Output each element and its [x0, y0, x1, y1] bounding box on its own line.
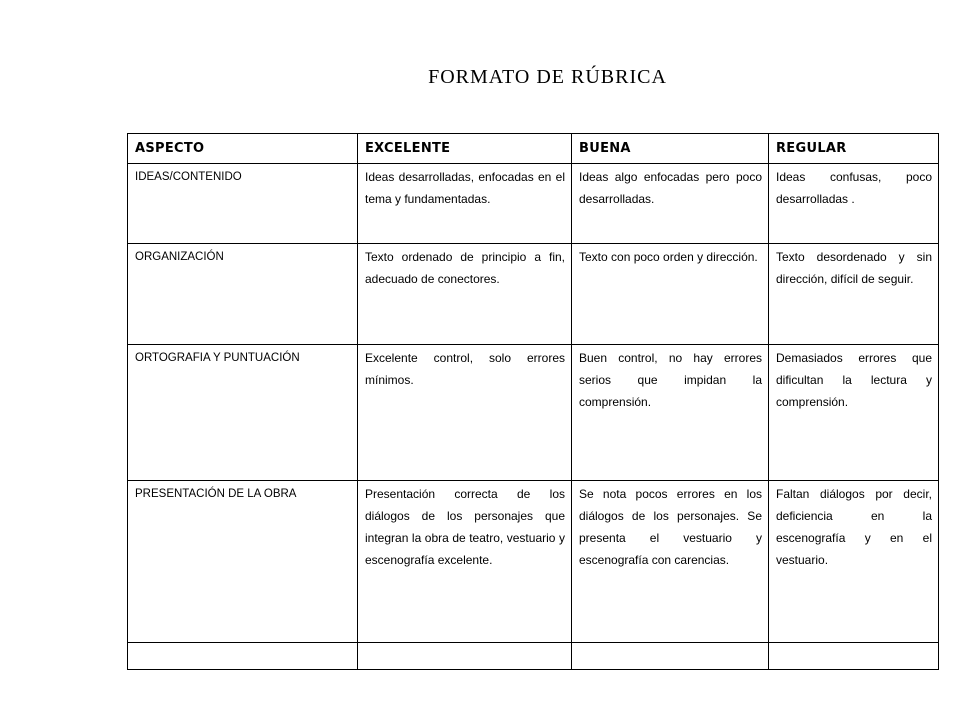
header-aspecto: ASPECTO [128, 134, 358, 164]
regular-cell: Texto desordenado y sin dirección, difícil de seguir. [769, 244, 939, 345]
regular-cell: Faltan diálogos por decir, deficiencia en la escenografía y en el vestuario. [769, 481, 939, 643]
buena-cell: Buen control, no hay errores serios que impidan la comprensión. [572, 345, 769, 481]
buena-cell: Texto con poco orden y dirección. [572, 244, 769, 345]
table-row [128, 481, 939, 643]
header-regular: REGULAR [769, 134, 939, 164]
empty-cell [769, 643, 939, 670]
excelente-cell: Presentación correcta de los diálogos de los personajes que integran la obra de teatro, vestuario y escenografía excelente. [358, 481, 572, 643]
excelente-cell: Texto ordenado de principio a fin, adecuado de conectores. [358, 244, 572, 345]
aspect-cell: ORTOGRAFIA Y PUNTUACIÓN [128, 345, 358, 481]
table-header-row [128, 134, 939, 164]
table-row [128, 164, 939, 244]
regular-cell: Ideas confusas, poco desarrolladas . [769, 164, 939, 244]
document-title: FORMATO DE RÚBRICA [428, 66, 667, 88]
header-excelente: EXCELENTE [358, 134, 572, 164]
table-row [128, 345, 939, 481]
header-buena: BUENA [572, 134, 769, 164]
buena-cell: Se nota pocos errores en los diálogos de los personajes. Se presenta el vestuario y escenografía con carencias. [572, 481, 769, 643]
regular-cell: Demasiados errores que dificultan la lectura y comprensión. [769, 345, 939, 481]
buena-cell: Ideas algo enfocadas pero poco desarrolladas. [572, 164, 769, 244]
excelente-cell: Ideas desarrolladas, enfocadas en el tema y fundamentadas. [358, 164, 572, 244]
excelente-cell: Excelente control, solo errores mínimos. [358, 345, 572, 481]
table-row [128, 244, 939, 345]
aspect-cell: ORGANIZACIÓN [128, 244, 358, 345]
table-row-empty [128, 643, 939, 670]
aspect-cell: PRESENTACIÓN DE LA OBRA [128, 481, 358, 643]
aspect-cell: IDEAS/CONTENIDO [128, 164, 358, 244]
empty-cell [358, 643, 572, 670]
empty-cell [572, 643, 769, 670]
empty-cell [128, 643, 358, 670]
rubric-table [127, 133, 939, 670]
